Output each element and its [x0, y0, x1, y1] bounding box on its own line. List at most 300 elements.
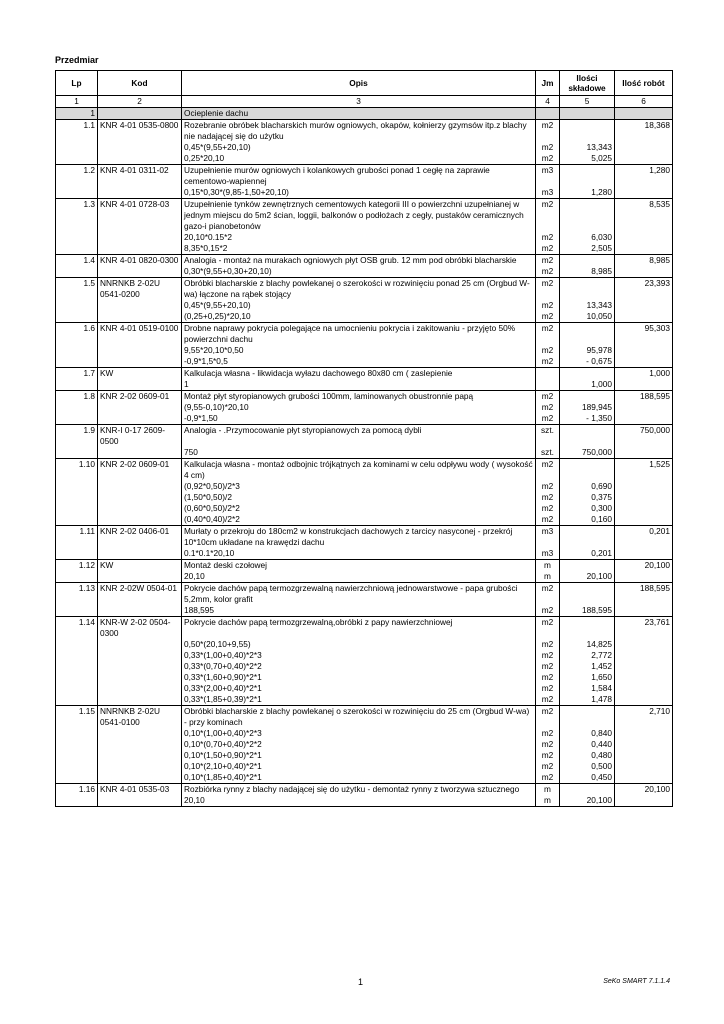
measurement-value: 0,201 — [560, 548, 615, 560]
measurement-value: - 0,675 — [560, 356, 615, 368]
measurement-formula: 0.1*0.1*20,10 — [182, 548, 536, 560]
measurement-robot — [615, 661, 673, 672]
measurement-value: 189,945 — [560, 402, 615, 413]
measurement-formula: 188,595 — [182, 605, 536, 617]
measurement-kod — [98, 750, 182, 761]
position-lp: 1.7 — [56, 368, 98, 380]
position-jm: m3 — [536, 165, 560, 188]
measurement-jm: m2 — [536, 661, 560, 672]
position-row — [56, 560, 673, 572]
position-ilosci — [560, 255, 615, 267]
measurement-lp — [56, 503, 98, 514]
measurement-row — [56, 232, 673, 243]
measurement-jm: m2 — [536, 750, 560, 761]
colnum: 4 — [536, 96, 560, 108]
measurement-row — [56, 728, 673, 739]
measurement-value: 1,280 — [560, 187, 615, 199]
measurement-value: 1,650 — [560, 672, 615, 683]
position-robot: 188,595 — [615, 391, 673, 403]
position-lp: 1.11 — [56, 526, 98, 549]
measurement-lp — [56, 153, 98, 165]
measurement-kod — [98, 605, 182, 617]
measurement-lp — [56, 548, 98, 560]
measurement-lp — [56, 694, 98, 706]
position-opis: Obróbki blacharskie z blachy powlekanej o szerokości w rozwinięciu ponad 25 cm (Orgbud W-wa) łączone na rąbek stojący — [182, 278, 536, 301]
position-lp: 1.13 — [56, 583, 98, 606]
measurement-row — [56, 761, 673, 772]
measurement-row — [56, 243, 673, 255]
position-ilosci — [560, 323, 615, 346]
position-row — [56, 165, 673, 188]
position-ilosci — [560, 425, 615, 448]
position-jm: m — [536, 784, 560, 796]
position-kod: KNR 4-01 0820-0300 — [98, 255, 182, 267]
measurement-lp — [56, 571, 98, 583]
measurement-robot — [615, 345, 673, 356]
measurement-formula: (0,25+0,25)*20,10 — [182, 311, 536, 323]
measurement-kod — [98, 728, 182, 739]
measurement-value: 1,000 — [560, 379, 615, 391]
colnum: 1 — [56, 96, 98, 108]
measurement-lp — [56, 402, 98, 413]
position-row — [56, 459, 673, 482]
measurement-robot — [615, 761, 673, 772]
measurement-value: 13,343 — [560, 300, 615, 311]
position-jm: szt. — [536, 425, 560, 448]
position-lp: 1.5 — [56, 278, 98, 301]
measurement-robot — [615, 548, 673, 560]
position-lp: 1.1 — [56, 120, 98, 143]
measurement-value: 95,978 — [560, 345, 615, 356]
position-lp: 1.8 — [56, 391, 98, 403]
measurement-row — [56, 311, 673, 323]
position-opis: Pokrycie dachów papą termozgrzewalną nawierzchniową jednowarstwowe - papa grubości 5,2mm, kolor grafit — [182, 583, 536, 606]
position-row — [56, 706, 673, 729]
measurement-row — [56, 345, 673, 356]
position-jm: m2 — [536, 583, 560, 606]
page-number: 1 — [358, 977, 364, 987]
measurement-row — [56, 750, 673, 761]
measurement-lp — [56, 772, 98, 784]
position-row — [56, 583, 673, 606]
position-kod: KNR 2-02W 0504-01 — [98, 583, 182, 606]
position-row — [56, 425, 673, 448]
position-robot: 8,985 — [615, 255, 673, 267]
measurement-kod — [98, 481, 182, 492]
position-kod: KNR 4-01 0519-0100 — [98, 323, 182, 346]
measurement-jm: m2 — [536, 739, 560, 750]
measurement-robot — [615, 153, 673, 165]
measurement-robot — [615, 694, 673, 706]
measurement-lp — [56, 413, 98, 425]
measurement-kod — [98, 571, 182, 583]
measurement-formula: (1,50*0,50)/2 — [182, 492, 536, 503]
measurement-value: 0,375 — [560, 492, 615, 503]
measurement-row — [56, 187, 673, 199]
measurement-row — [56, 661, 673, 672]
measurement-robot — [615, 187, 673, 199]
measurement-row — [56, 514, 673, 526]
measurement-formula: 1 — [182, 379, 536, 391]
position-kod: KW — [98, 560, 182, 572]
document-title: Przedmiar — [55, 55, 99, 65]
measurement-value: 1,452 — [560, 661, 615, 672]
position-row — [56, 323, 673, 346]
position-opis: Murłaty o przekroju do 180cm2 w konstrukcjach dachowych z tarcicy nasyconej - przekrój 10*10cm układane na krawędzi dachu — [182, 526, 536, 549]
measurement-row — [56, 548, 673, 560]
measurement-robot — [615, 243, 673, 255]
measurement-kod — [98, 548, 182, 560]
position-opis: Drobne naprawy pokrycia polegające na umocnieniu pokrycia i zakitowaniu - przyjęto 50% powierzchni dachu — [182, 323, 536, 346]
position-ilosci — [560, 706, 615, 729]
position-kod: KNR 2-02 0406-01 — [98, 526, 182, 549]
measurement-lp — [56, 266, 98, 278]
position-ilosci — [560, 459, 615, 482]
measurement-formula: -0,9*1,50 — [182, 413, 536, 425]
measurement-row — [56, 300, 673, 311]
measurement-jm: m2 — [536, 605, 560, 617]
position-ilosci — [560, 526, 615, 549]
position-row — [56, 255, 673, 267]
colnum: 3 — [182, 96, 536, 108]
measurement-kod — [98, 683, 182, 694]
position-ilosci — [560, 617, 615, 640]
measurement-jm: m2 — [536, 650, 560, 661]
measurement-kod — [98, 243, 182, 255]
measurement-value: 0,500 — [560, 761, 615, 772]
measurement-value: 188,595 — [560, 605, 615, 617]
measurement-formula: 0,10*(0,70+0,40)*2*2 — [182, 739, 536, 750]
measurement-formula: 0,33*(0,70+0,40)*2*2 — [182, 661, 536, 672]
position-jm: m2 — [536, 706, 560, 729]
position-kod: KNR-W 2-02 0504-0300 — [98, 617, 182, 640]
measurement-robot — [615, 672, 673, 683]
measurement-kod — [98, 345, 182, 356]
measurement-robot — [615, 571, 673, 583]
measurement-value: 0,300 — [560, 503, 615, 514]
measurement-value: - 1,350 — [560, 413, 615, 425]
measurement-row — [56, 356, 673, 368]
measurement-kod — [98, 232, 182, 243]
measurement-robot — [615, 739, 673, 750]
position-jm: m2 — [536, 199, 560, 233]
measurement-jm: m — [536, 795, 560, 807]
measurement-lp — [56, 750, 98, 761]
header-jm: Jm — [536, 71, 560, 96]
position-opis: Uzupełnienie murów ogniowych i kolankowych grubości ponad 1 cegłę na zaprawie cementowo-wapiennej — [182, 165, 536, 188]
position-jm: m2 — [536, 255, 560, 267]
colnum: 2 — [98, 96, 182, 108]
measurement-lp — [56, 661, 98, 672]
measurement-jm: m2 — [536, 503, 560, 514]
position-lp: 1.4 — [56, 255, 98, 267]
measurement-lp — [56, 492, 98, 503]
position-robot: 20,100 — [615, 560, 673, 572]
position-row — [56, 278, 673, 301]
measurement-formula: 20,10 — [182, 795, 536, 807]
position-kod: NNRNKB 2-02U 0541-0100 — [98, 706, 182, 729]
measurement-lp — [56, 795, 98, 807]
measurement-value: 20,100 — [560, 571, 615, 583]
header-ilosci: Ilości składowe — [560, 71, 615, 96]
measurement-jm: m2 — [536, 153, 560, 165]
measurement-row — [56, 142, 673, 153]
measurement-row — [56, 571, 673, 583]
measurement-formula: -0,9*1,5*0,5 — [182, 356, 536, 368]
position-ilosci — [560, 391, 615, 403]
measurement-value: 1,478 — [560, 694, 615, 706]
measurement-kod — [98, 447, 182, 459]
position-lp: 1.3 — [56, 199, 98, 233]
measurement-row — [56, 694, 673, 706]
chapter-lp: 1 — [56, 108, 98, 120]
measurement-formula: 0,10*(1,85+0,40)*2*1 — [182, 772, 536, 784]
measurement-kod — [98, 503, 182, 514]
measurement-kod — [98, 514, 182, 526]
measurement-jm: m2 — [536, 761, 560, 772]
measurement-jm: m2 — [536, 142, 560, 153]
measurement-robot — [615, 311, 673, 323]
position-jm: m2 — [536, 323, 560, 346]
measurement-robot — [615, 503, 673, 514]
measurement-formula: (9,55-0,10)*20,10 — [182, 402, 536, 413]
measurement-kod — [98, 402, 182, 413]
measurement-formula: 0,30*(9,55+0,30+20,10) — [182, 266, 536, 278]
measurement-lp — [56, 356, 98, 368]
measurement-jm: m2 — [536, 514, 560, 526]
measurement-formula: 0,10*(1,00+0,40)*2*3 — [182, 728, 536, 739]
measurement-kod — [98, 795, 182, 807]
measurement-row — [56, 639, 673, 650]
measurement-kod — [98, 772, 182, 784]
measurement-row — [56, 153, 673, 165]
measurement-formula: 0,10*(2,10+0,40)*2*1 — [182, 761, 536, 772]
measurement-lp — [56, 761, 98, 772]
position-lp: 1.6 — [56, 323, 98, 346]
measurement-kod — [98, 672, 182, 683]
measurement-value: 0,440 — [560, 739, 615, 750]
measurement-robot — [615, 728, 673, 739]
measurement-jm: m2 — [536, 243, 560, 255]
measurement-row — [56, 413, 673, 425]
position-jm: m2 — [536, 459, 560, 482]
measurement-kod — [98, 187, 182, 199]
measurement-jm: m2 — [536, 683, 560, 694]
measurement-jm: m2 — [536, 492, 560, 503]
measurement-row — [56, 402, 673, 413]
position-ilosci — [560, 784, 615, 796]
position-robot: 18,368 — [615, 120, 673, 143]
measurement-value: 2,772 — [560, 650, 615, 661]
measurement-lp — [56, 300, 98, 311]
measurement-jm: m2 — [536, 266, 560, 278]
measurement-jm: m2 — [536, 639, 560, 650]
measurement-lp — [56, 728, 98, 739]
measurement-row — [56, 683, 673, 694]
position-jm: m3 — [536, 526, 560, 549]
measurement-formula: 20,10*0.15*2 — [182, 232, 536, 243]
chapter-kod — [98, 108, 182, 120]
measurement-robot — [615, 750, 673, 761]
position-opis: Montaż płyt styropianowych grubości 100mm, laminowanych obustronnie papą — [182, 391, 536, 403]
position-jm: m — [536, 560, 560, 572]
measurement-lp — [56, 639, 98, 650]
measurement-value: 0,480 — [560, 750, 615, 761]
position-robot: 188,595 — [615, 583, 673, 606]
measurement-lp — [56, 481, 98, 492]
measurement-kod — [98, 739, 182, 750]
measurement-row — [56, 739, 673, 750]
measurement-robot — [615, 266, 673, 278]
position-robot: 2,710 — [615, 706, 673, 729]
measurement-robot — [615, 795, 673, 807]
chapter-robot — [615, 108, 673, 120]
measurement-jm: szt. — [536, 447, 560, 459]
measurement-value: 0,160 — [560, 514, 615, 526]
measurement-formula: 0,10*(1,50+0,90)*2*1 — [182, 750, 536, 761]
position-kod: KNR-I 0-17 2609-0500 — [98, 425, 182, 448]
position-lp: 1.9 — [56, 425, 98, 448]
position-kod: NNRNKB 2-02U 0541-0200 — [98, 278, 182, 301]
measurement-lp — [56, 447, 98, 459]
position-jm: m2 — [536, 391, 560, 403]
position-jm: m2 — [536, 617, 560, 640]
measurement-lp — [56, 187, 98, 199]
measurement-formula: 750 — [182, 447, 536, 459]
measurement-lp — [56, 232, 98, 243]
position-jm: m2 — [536, 120, 560, 143]
measurement-lp — [56, 142, 98, 153]
measurement-robot — [615, 650, 673, 661]
cost-estimate-table — [55, 70, 673, 807]
position-kod: KNR 4-01 0728-03 — [98, 199, 182, 233]
position-lp: 1.16 — [56, 784, 98, 796]
measurement-formula: 0,33*(2,00+0,40)*2*1 — [182, 683, 536, 694]
position-ilosci — [560, 583, 615, 606]
measurement-robot — [615, 683, 673, 694]
position-robot: 8,535 — [615, 199, 673, 233]
measurement-jm: m2 — [536, 672, 560, 683]
measurement-kod — [98, 661, 182, 672]
header-opis: Opis — [182, 71, 536, 96]
measurement-robot — [615, 447, 673, 459]
measurement-value: 20,100 — [560, 795, 615, 807]
position-kod: KNR 4-01 0311-02 — [98, 165, 182, 188]
measurement-robot — [615, 402, 673, 413]
measurement-formula: 0,33*(1,00+0,40)*2*3 — [182, 650, 536, 661]
position-robot: 23,761 — [615, 617, 673, 640]
measurement-lp — [56, 243, 98, 255]
measurement-jm: m2 — [536, 481, 560, 492]
position-robot: 23,393 — [615, 278, 673, 301]
measurement-lp — [56, 514, 98, 526]
measurement-jm: m3 — [536, 548, 560, 560]
measurement-formula: 0,33*(1,60+0,90)*2*1 — [182, 672, 536, 683]
measurement-robot — [615, 605, 673, 617]
position-robot: 1,280 — [615, 165, 673, 188]
position-kod: KW — [98, 368, 182, 380]
measurement-formula: 20,10 — [182, 571, 536, 583]
software-version: SeKo SMART 7.1.1.4 — [603, 978, 670, 985]
measurement-formula: 0,45*(9,55+20,10) — [182, 142, 536, 153]
position-ilosci — [560, 368, 615, 380]
measurement-row — [56, 379, 673, 391]
measurement-lp — [56, 379, 98, 391]
position-robot: 750,000 — [615, 425, 673, 448]
measurement-kod — [98, 639, 182, 650]
measurement-value: 2,505 — [560, 243, 615, 255]
measurement-jm — [536, 379, 560, 391]
measurement-jm: m2 — [536, 413, 560, 425]
measurement-lp — [56, 345, 98, 356]
position-row — [56, 617, 673, 640]
measurement-row — [56, 672, 673, 683]
measurement-kod — [98, 300, 182, 311]
measurement-lp — [56, 311, 98, 323]
measurement-kod — [98, 356, 182, 368]
header-kod: Kod — [98, 71, 182, 96]
position-opis: Uzupełnienie tynków zewnętrznych cementowych kategorii III o powierzchni uzupełnianej w jednym miejscu do 5m2 ścian, loggii, balkonów o podłożach z cegły, pustaków ceramicznych gazo-i pianobetonów — [182, 199, 536, 233]
position-ilosci — [560, 199, 615, 233]
measurement-robot — [615, 300, 673, 311]
table-header — [56, 71, 673, 96]
measurement-formula: 8,35*0,15*2 — [182, 243, 536, 255]
position-jm: m2 — [536, 278, 560, 301]
chapter-ilosci — [560, 108, 615, 120]
measurement-row — [56, 503, 673, 514]
measurement-lp — [56, 683, 98, 694]
measurement-row — [56, 605, 673, 617]
measurement-lp — [56, 739, 98, 750]
measurement-formula: (0,92*0,50)/2*3 — [182, 481, 536, 492]
chapter-jm — [536, 108, 560, 120]
position-opis: Obróbki blacharskie z blachy powlekanej o szerokości w rozwinięciu do 25 cm (Orgbud W-wa) - przy kominach — [182, 706, 536, 729]
measurement-jm: m2 — [536, 694, 560, 706]
position-opis: Rozbiórka rynny z blachy nadającej się do użytku - demontaż rynny z tworzywa sztucznego — [182, 784, 536, 796]
measurement-jm: m2 — [536, 345, 560, 356]
measurement-value: 5,025 — [560, 153, 615, 165]
measurement-robot — [615, 142, 673, 153]
position-kod: KNR 2-02 0609-01 — [98, 391, 182, 403]
measurement-row — [56, 481, 673, 492]
chapter-row — [56, 108, 673, 120]
position-opis: Rozebranie obróbek blacharskich murów ogniowych, okapów, kołnierzy gzymsów itp.z blachy nie nadającej się do użytku — [182, 120, 536, 143]
header-lp: Lp — [56, 71, 98, 96]
measurement-robot — [615, 514, 673, 526]
measurement-row — [56, 266, 673, 278]
position-opis: Pokrycie dachów papą termozgrzewalną,obróbki z papy nawierzchniowej — [182, 617, 536, 640]
measurement-robot — [615, 232, 673, 243]
measurement-kod — [98, 694, 182, 706]
measurement-jm: m — [536, 571, 560, 583]
measurement-value: 750,000 — [560, 447, 615, 459]
measurement-formula: 0,33*(1,85+0,39)*2*1 — [182, 694, 536, 706]
measurement-kod — [98, 311, 182, 323]
measurement-value: 14,825 — [560, 639, 615, 650]
position-lp: 1.15 — [56, 706, 98, 729]
measurement-value: 8,985 — [560, 266, 615, 278]
measurement-kod — [98, 266, 182, 278]
position-jm — [536, 368, 560, 380]
position-opis: Kalkulacja własna - likwidacja wyłazu dachowego 80x80 cm ( zaslepienie — [182, 368, 536, 380]
measurement-kod — [98, 379, 182, 391]
measurement-formula: (0,40*0,40)/2*2 — [182, 514, 536, 526]
measurement-jm: m2 — [536, 356, 560, 368]
measurement-formula: 0,50*(20,10+9,55) — [182, 639, 536, 650]
colnum: 6 — [615, 96, 673, 108]
measurement-row — [56, 650, 673, 661]
chapter-title: Ocieplenie dachu — [182, 108, 536, 120]
